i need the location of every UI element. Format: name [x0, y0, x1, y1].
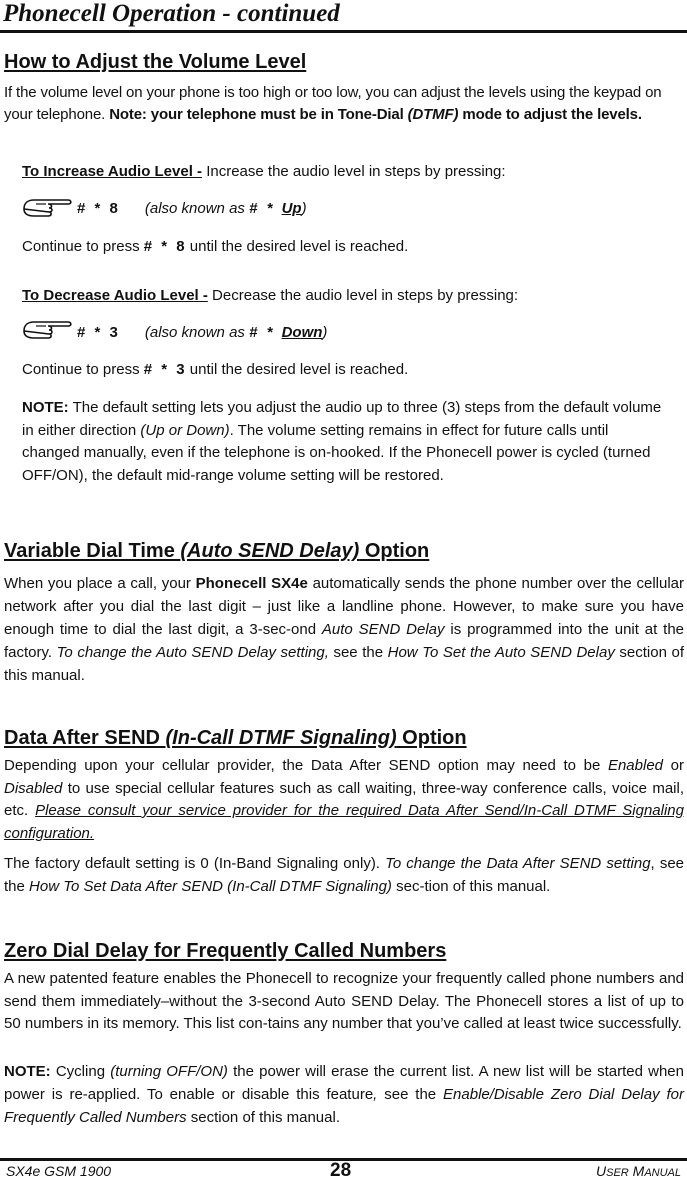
zero-dial-note: NOTE: Cycling (turning OFF/ON) the power will erase the current list. A new list will be started when power is re-applied. To enable or disable this feature, see the Enable/Disable Zero Dial Delay for Frequently Called Numbers section of this manual.	[4, 1063, 684, 1126]
volume-intro: If the volume level on your phone is too high or too low, you can adjust the levels using the keypad on your telephone. Note: your telephone must be in Tone-Dial (DTMF) mode to adjust the levels.	[4, 84, 662, 123]
data-after-paragraph-2: The factory default setting is 0 (In-Band Signaling only). To change the Data After SEND setting, see the How To Set Data After SEND (In-Call DTMF Signaling) sec-tion of this manual.	[4, 855, 684, 895]
decrease-keys-line: # * 3 (also known as # * Down)	[77, 324, 328, 341]
increase-keys-line: # * 8 (also known as # * Up)	[77, 200, 307, 217]
volume-note: NOTE: The default setting lets you adjust the audio up to three (3) steps from the default volume in either direction (Up or Down). The volume setting remains in effect for future calls until changed manually, even if the telephone is on-hooked. If the Phonecell power is cycled (turned OFF/ON), the default mid-range volume setting will be restored.	[22, 399, 662, 484]
decrease-continue: Continue to press # * 3 until the desired level is reached.	[22, 361, 409, 378]
pointing-hand-icon	[22, 194, 74, 220]
page-title: Phonecell Operation - continued	[3, 0, 340, 27]
zero-dial-heading: Zero Dial Delay for Frequently Called Numbers	[4, 940, 447, 962]
dial-time-heading: Variable Dial Time (Auto SEND Delay) Option	[4, 540, 430, 562]
data-after-paragraph-1: Depending upon your cellular provider, the Data After SEND option may need to be Enabled or Disabled to use special cellular features such as call waiting, three-way conference calls, voice mail, etc. Please consult your service provider for the required Data After Send/In-Call DTMF Signaling configuration.	[4, 757, 684, 842]
volume-heading: How to Adjust the Volume Level	[4, 51, 307, 73]
footer-manual-title: USER MANUAL	[596, 1163, 681, 1179]
pointing-hand-icon	[22, 316, 74, 342]
header-rule	[0, 30, 687, 33]
dial-time-paragraph: When you place a call, your Phonecell SX4e automatically sends the phone number over the cellular network after you dial the last digit – just like a landline phone. However, to make sure you have enough time to dial the last digit, a 3-sec-ond Auto SEND Delay is programmed into the unit at the factory. To change the Auto SEND Delay setting, see the How To Set the Auto SEND Delay section of this manual.	[4, 575, 685, 684]
decrease-instruction: To Decrease Audio Level - Decrease the audio level in steps by pressing:	[22, 287, 519, 304]
increase-continue: Continue to press # * 8 until the desired level is reached.	[22, 238, 409, 255]
page-number: 28	[330, 1160, 352, 1181]
data-after-heading: Data After SEND (In-Call DTMF Signaling) Option	[4, 727, 467, 749]
footer-model: SX4e GSM 1900	[6, 1163, 112, 1179]
zero-dial-paragraph: A new patented feature enables the Phonecell to recognize your frequently called phone numbers and send them immediately–without the 3-second Auto SEND Delay. The Phonecell stores a list of up to 50 numbers in its memory. This list con-tains any number that you’ve called at least twice successfully.	[4, 970, 684, 1032]
increase-instruction: To Increase Audio Level - Increase the audio level in steps by pressing:	[22, 163, 506, 180]
